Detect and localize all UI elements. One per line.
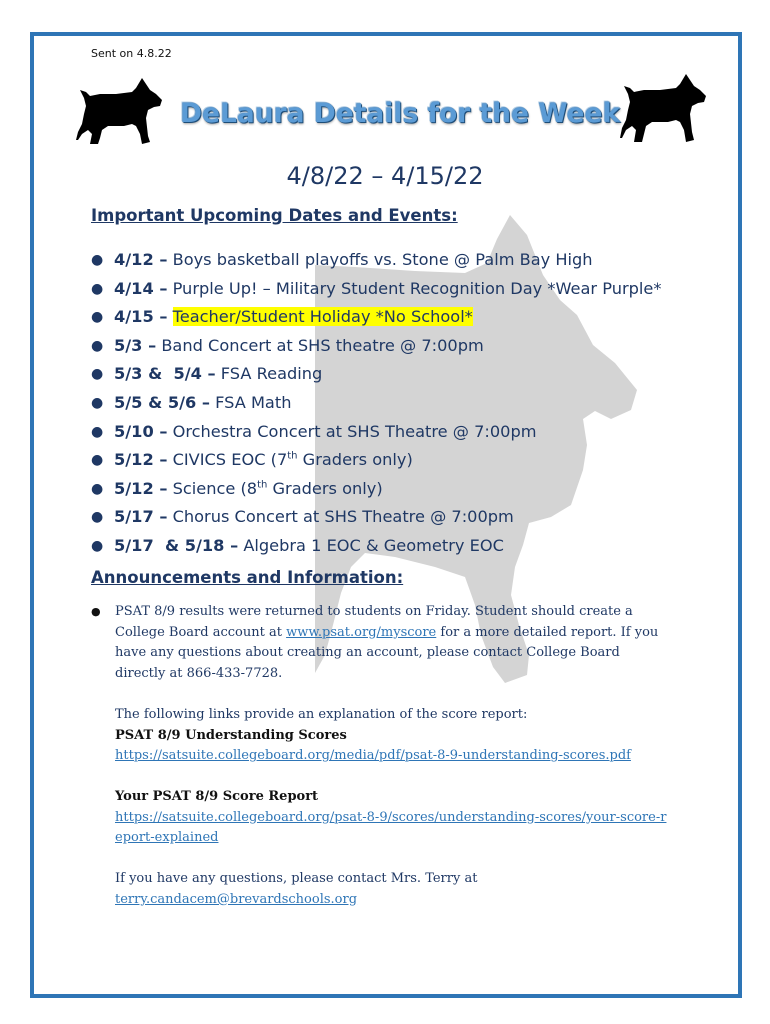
contact-section: If you have any questions, please contact Mrs. Terry at terry.candacem@brevardschools.org xyxy=(115,871,478,907)
bullet-icon: ● xyxy=(91,337,104,354)
contact-email-link[interactable]: terry.candacem@brevardschools.org xyxy=(115,891,358,907)
bullet-icon: ● xyxy=(91,537,104,554)
announcements-heading: Announcements and Information: xyxy=(91,568,404,587)
understanding-scores-link[interactable]: https://satsuite.collegeboard.org/media/pdf/psat-8-9-understanding-scores.pdf xyxy=(115,748,631,764)
scottie-dog-icon xyxy=(620,72,708,144)
list-item: ● 5/17 – Chorus Concert at SHS Theatre @ 7:00pm xyxy=(90,503,730,532)
list-item: ● 4/12 – Boys basketball playoffs vs. Stone @ Palm Bay High xyxy=(90,246,730,275)
score-report-intro: The following links provide an explanation of the score report: PSAT 8/9 Understanding Scores https://satsuite.collegeboard.org/media/pdf/psat-8-9-understanding-scores.pdf xyxy=(91,705,671,767)
bullet-icon: ● xyxy=(91,280,104,297)
list-item: ● 5/12 – Science (8th Graders only) xyxy=(90,475,730,504)
list-item: ● 4/14 – Purple Up! – Military Student Recognition Day *Wear Purple* xyxy=(90,275,730,304)
events-heading: Important Upcoming Dates and Events: xyxy=(91,206,458,225)
list-item: ● 5/5 & 5/6 – FSA Math xyxy=(90,389,730,418)
announcement-paragraph: PSAT 8/9 results were returned to students on Friday. Student should create a College Board account at www.psat.org/myscore for a more detailed report. If you have any questions about creating an account, please contact College Board directly at 866-433-7728. xyxy=(115,604,659,682)
list-item: ● 5/12 – CIVICS EOC (7th Graders only) xyxy=(90,446,730,475)
announcement-block xyxy=(91,602,671,910)
list-item: ● 5/3 – Band Concert at SHS theatre @ 7:00pm xyxy=(90,332,730,361)
list-item: ● 5/3 & 5/4 – FSA Reading xyxy=(90,360,730,389)
events-list xyxy=(90,246,730,561)
bullet-icon: ● xyxy=(91,452,104,469)
sent-date: Sent on 4.8.22 xyxy=(91,47,172,60)
bullet-icon: ● xyxy=(91,366,104,383)
list-item: ● 5/10 – Orchestra Concert at SHS Theatre @ 7:00pm xyxy=(90,418,730,447)
bullet-icon: ● xyxy=(91,423,104,440)
bullet-icon: ● xyxy=(91,252,104,268)
list-item: ● 4/15 – Teacher/Student Holiday *No School* xyxy=(90,303,730,332)
bullet-icon: ● xyxy=(91,309,104,326)
week-date-range: 4/8/22 – 4/15/22 xyxy=(286,162,484,190)
list-item: ● 5/17 & 5/18 – Algebra 1 EOC & Geometry EOC xyxy=(90,532,730,561)
bullet-icon: ● xyxy=(91,509,104,526)
bullet-icon: ● xyxy=(91,480,104,497)
scottie-dog-icon xyxy=(76,76,164,146)
bullet-icon: ● xyxy=(91,605,101,618)
newsletter-title: DeLaura Details for the Week xyxy=(180,98,621,129)
score-report-section xyxy=(91,787,671,849)
score-report-title: Your PSAT 8/9 Score Report xyxy=(115,788,319,804)
highlighted-text: Teacher/Student Holiday *No School* xyxy=(172,307,473,327)
understanding-scores-title: PSAT 8/9 Understanding Scores xyxy=(115,727,347,743)
bullet-icon: ● xyxy=(91,394,104,411)
score-report-link[interactable]: https://satsuite.collegeboard.org/psat-8-9/scores/understanding-scores/your-score-report-explained xyxy=(115,809,667,846)
psat-myscore-link[interactable]: www.psat.org/myscore xyxy=(286,624,437,640)
